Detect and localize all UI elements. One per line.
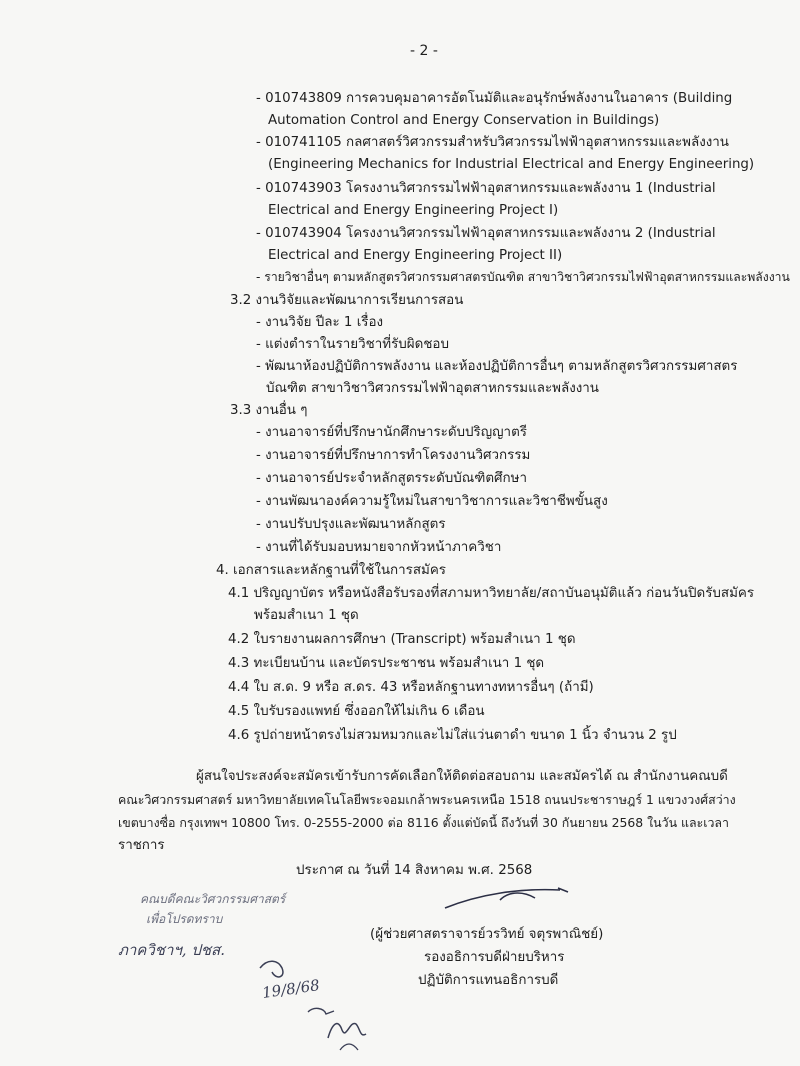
- course-line: Electrical and Energy Engineering Project I): [268, 203, 559, 218]
- list-item: - งานวิจัย ปีละ 1 เรื่อง: [256, 315, 384, 330]
- handwritten-note: คณบดีคณะวิศวกรรมศาสตร์: [140, 892, 286, 906]
- handwritten-date: 19/8/68: [261, 976, 321, 1002]
- handwritten-note: ภาควิชาฯ, ปชส.: [118, 941, 225, 959]
- list-item: - งานอาจารย์ที่ปรึกษาการทำโครงงานวิศวกรรม: [256, 448, 531, 463]
- paragraph-line: คณะวิศวกรรมศาสตร์ มหาวิทยาลัยเทคโนโลยีพระจอมเกล้าพระนครเหนือ 1518 ถนนประชาราษฎร์ 1 แขวงวงศ์สว่าง: [118, 792, 736, 807]
- page-number: - 2 -: [410, 43, 438, 59]
- list-item: พร้อมสำเนา 1 ชุด: [254, 608, 359, 623]
- course-line: Electrical and Energy Engineering Project II): [268, 248, 563, 263]
- signatory-title: ปฏิบัติการแทนอธิการบดี: [418, 973, 559, 988]
- course-line: - 010743904 โครงงานวิศวกรรมไฟฟ้าอุตสาหกรรมและพลังงาน 2 (Industrial: [256, 226, 716, 241]
- section-heading: 3.3 งานอื่น ๆ: [230, 403, 308, 418]
- signatory-title: รองอธิการบดีฝ่ายบริหาร: [424, 950, 565, 965]
- list-item: - งานพัฒนาองค์ความรู้ใหม่ในสาขาวิชาการและวิชาชีพขั้นสูง: [256, 494, 608, 509]
- section-heading: 4. เอกสารและหลักฐานที่ใช้ในการสมัคร: [216, 563, 446, 578]
- handwritten-initials: [250, 950, 390, 1060]
- list-item: - พัฒนาห้องปฏิบัติการพลังงาน และห้องปฏิบัติการอื่นๆ ตามหลักสูตรวิศวกรรมศาสตร: [256, 359, 738, 374]
- list-item: - แต่งตำราในรายวิชาที่รับผิดชอบ: [256, 337, 449, 352]
- course-line: - 010743809 การควบคุมอาคารอัตโนมัติและอนุรักษ์พลังงานในอาคาร (Building: [256, 91, 733, 106]
- signatory-name: (ผู้ช่วยศาสตราจารย์วรวิทย์ จตุรพาณิชย์): [370, 927, 604, 942]
- paragraph-line: ราชการ: [118, 838, 165, 853]
- announce-date: ประกาศ ณ วันที่ 14 สิงหาคม พ.ศ. 2568: [296, 863, 533, 878]
- list-item: 4.2 ใบรายงานผลการศึกษา (Transcript) พร้อมสำเนา 1 ชุด: [228, 632, 576, 647]
- list-item: บัณฑิต สาขาวิชาวิศวกรรมไฟฟ้าอุตสาหกรรมและพลังงาน: [266, 381, 599, 396]
- course-line: - 010743903 โครงงานวิศวกรรมไฟฟ้าอุตสาหกรรมและพลังงาน 1 (Industrial: [256, 181, 716, 196]
- list-item: - งานที่ได้รับมอบหมายจากหัวหน้าภาควิชา: [256, 540, 502, 555]
- course-line: - รายวิชาอื่นๆ ตามหลักสูตรวิศวกรรมศาสตรบัณฑิต สาขาวิชาวิศวกรรมไฟฟ้าอุตสาหกรรมและพลังงาน: [256, 270, 790, 284]
- signature-mark: [440, 880, 590, 920]
- paragraph-line: ผู้สนใจประสงค์จะสมัครเข้ารับการคัดเลือกให้ติดต่อสอบถาม และสมัครได้ ณ สำนักงานคณบดี: [196, 769, 728, 784]
- list-item: 4.5 ใบรับรองแพทย์ ซึ่งออกให้ไม่เกิน 6 เดือน: [228, 704, 485, 719]
- list-item: - งานอาจารย์ประจำหลักสูตรระดับบัณฑิตศึกษา: [256, 471, 527, 486]
- list-item: - งานอาจารย์ที่ปรึกษานักศึกษาระดับปริญญาตรี: [256, 425, 527, 440]
- section-heading: 3.2 งานวิจัยและพัฒนาการเรียนการสอน: [230, 293, 464, 308]
- list-item: 4.4 ใบ ส.ด. 9 หรือ ส.ดร. 43 หรือหลักฐานทางทหารอื่นๆ (ถ้ามี): [228, 680, 594, 695]
- paragraph-line: เขตบางซื่อ กรุงเทพฯ 10800 โทร. 0-2555-2000 ต่อ 8116 ตั้งแต่บัดนี้ ถึงวันที่ 30 กันยายน 2568 ในวัน และเวลา: [118, 815, 729, 830]
- course-line: - 010741105 กลศาสตร์วิศวกรรมสำหรับวิศวกรรมไฟฟ้าอุตสาหกรรมและพลังงาน: [256, 135, 729, 150]
- list-item: 4.1 ปริญญาบัตร หรือหนังสือรับรองที่สภามหาวิทยาลัย/สถาบันอนุมัติแล้ว ก่อนวันปิดรับสมัคร: [228, 586, 755, 601]
- list-item: 4.3 ทะเบียนบ้าน และบัตรประชาชน พร้อมสำเนา 1 ชุด: [228, 656, 545, 671]
- course-line: Automation Control and Energy Conservation in Buildings): [268, 113, 660, 128]
- list-item: 4.6 รูปถ่ายหน้าตรงไม่สวมหมวกและไม่ใส่แว่นตาดำ ขนาด 1 นิ้ว จำนวน 2 รูป: [228, 728, 677, 743]
- course-line: (Engineering Mechanics for Industrial Electrical and Energy Engineering): [268, 157, 755, 172]
- list-item: - งานปรับปรุงและพัฒนาหลักสูตร: [256, 517, 446, 532]
- handwritten-note: เพื่อโปรดทราบ: [146, 912, 223, 926]
